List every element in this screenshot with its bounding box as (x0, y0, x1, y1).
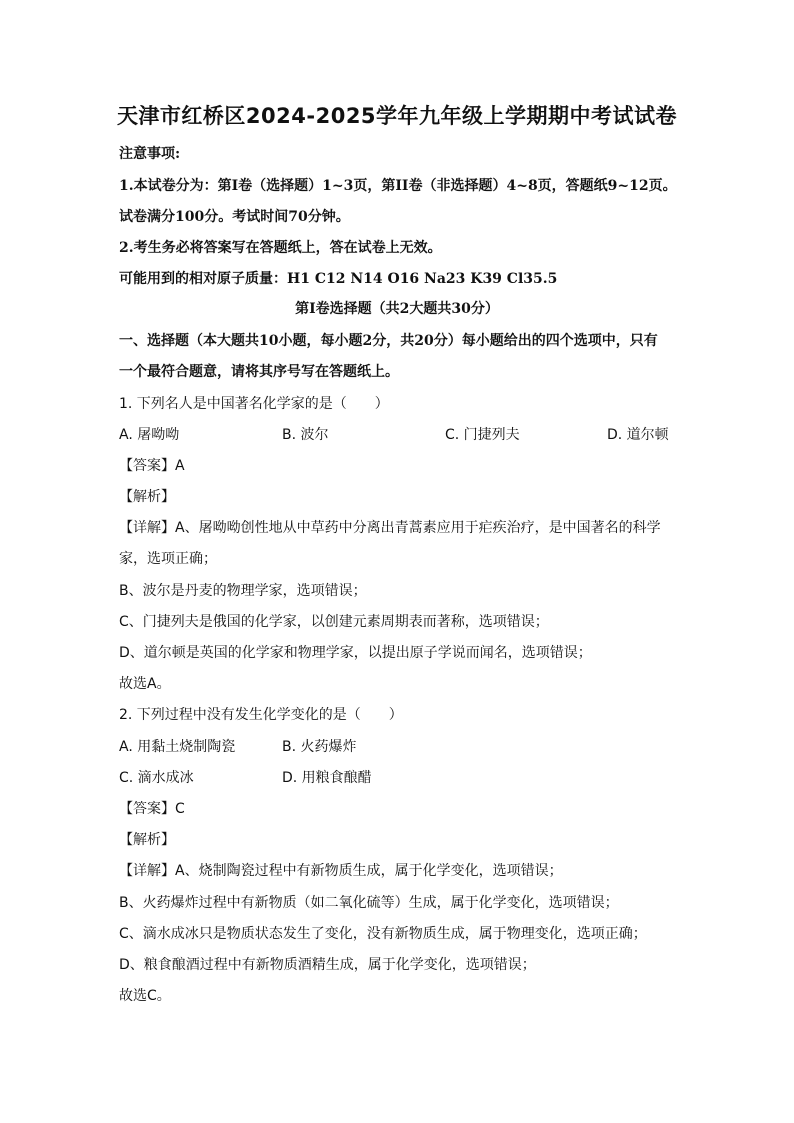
page-title: 天津市红桥区2024-2025学年九年级上学期期中考试试卷 (116, 104, 678, 128)
question-1-option-d: D. 道尔顿 (607, 427, 669, 443)
notice-item-1-cont: 试卷满分100分。考试时间70分钟。 (119, 209, 350, 225)
section-instruction-cont: 一个最符合题意，请将其序号写在答题纸上。 (119, 364, 399, 380)
question-1-detail-2: 家，选项正确； (119, 551, 217, 567)
question-2-option-b: B. 火药爆炸 (282, 739, 357, 755)
question-1-option-c: C. 门捷列夫 (445, 427, 520, 443)
question-1-stem: 1. 下列名人是中国著名化学家的是（ ） (119, 396, 389, 412)
question-2-answer: 【答案】C (119, 801, 185, 817)
question-1-option-b: B. 波尔 (282, 427, 329, 443)
question-1-conclusion: 故选A。 (119, 676, 171, 692)
section-instruction: 一、选择题（本大题共10小题，每小题2分，共20分）每小题给出的四个选项中，只有 (119, 333, 658, 349)
question-2-option-c: C. 滴水成冰 (119, 770, 194, 786)
question-2-detail-4: D、粮食酿酒过程中有新物质酒精生成，属于化学变化，选项错误； (119, 957, 536, 973)
section-heading: 第I卷选择题（共2大题共30分） (295, 301, 499, 317)
question-1-detail-3: B、波尔是丹麦的物理学家，选项错误； (119, 583, 367, 599)
question-1-option-a: A. 屠呦呦 (119, 427, 180, 443)
notice-item-1: 1.本试卷分为：第I卷（选择题）1~3页，第II卷（非选择题）4~8页，答题纸9~12页。 (119, 178, 677, 194)
question-1-detail-4: C、门捷列夫是俄国的化学家，以创建元素周期表而著称，选项错误； (119, 614, 549, 630)
question-2-detail-1: 【详解】A、烧制陶瓷过程中有新物质生成，属于化学变化，选项错误； (119, 863, 563, 879)
question-1-analysis-label: 【解析】 (119, 489, 175, 505)
question-1-detail-5: D、道尔顿是英国的化学家和物理学家，以提出原子学说而闻名，选项错误； (119, 645, 592, 661)
question-2-stem: 2. 下列过程中没有发生化学变化的是（ ） (119, 707, 403, 723)
question-1-answer: 【答案】A (119, 458, 185, 474)
question-2-detail-3: C、滴水成冰只是物质状态发生了变化，没有新物质生成，属于物理变化，选项正确； (119, 926, 647, 942)
notice-heading: 注意事项: (119, 146, 181, 162)
question-2-option-d: D. 用粮食酿醋 (282, 770, 372, 786)
question-2-conclusion: 故选C。 (119, 988, 171, 1004)
question-2-detail-2: B、火药爆炸过程中有新物质（如二氧化硫等）生成，属于化学变化，选项错误； (119, 895, 619, 911)
question-1-detail-1: 【详解】A、屠呦呦创性地从中草药中分离出青蒿素应用于疟疾治疗，是中国著名的科学 (119, 520, 661, 536)
notice-item-2: 2.考生务必将答案写在答题纸上，答在试卷上无效。 (119, 240, 442, 256)
question-2-analysis-label: 【解析】 (119, 832, 175, 848)
question-2-option-a: A. 用黏土烧制陶瓷 (119, 739, 236, 755)
atomic-masses: 可能用到的相对原子质量：H1 C12 N14 O16 Na23 K39 Cl35.5 (119, 271, 558, 287)
